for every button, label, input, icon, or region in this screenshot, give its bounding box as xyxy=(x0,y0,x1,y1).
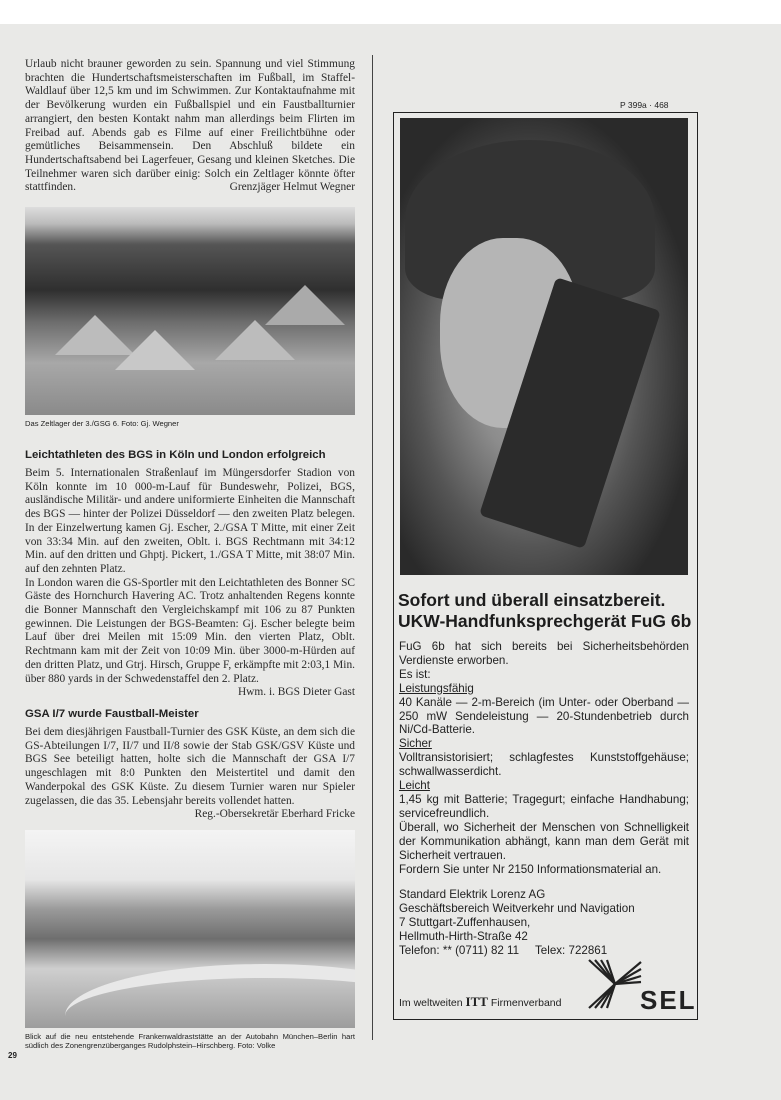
address-line: Telefon: ** (0711) 82 11 Telex: 722861 xyxy=(399,944,608,958)
article1-body xyxy=(25,467,355,700)
ad-code: P 399a · 468 xyxy=(620,100,669,110)
ad-footer xyxy=(399,994,561,1010)
article2-body xyxy=(25,726,355,822)
article2-paragraph: Bei dem diesjährigen Faustball-Turnier des GSK Küste, an dem sich die GS-Abteilungen I/7, II/7 und II/8 sowie der Stab GSK/GSV Küste und BGS See beteiligt hatten, holte sich die Mannschaft der GSA I/7 ungeschlagen mit 8:0 Punkten den Meistertitel und damit den Wanderpokal des GSK Küste. Zu diesem Turnier waren nur Spieler zugelassen, die das 35. Lebensjahr bereits vollendet hatten. xyxy=(25,726,355,807)
ad-headline xyxy=(398,590,698,632)
feature-text: Volltransistorisiert; schlagfestes Kunststoffgehäuse; schwallwasserdicht. xyxy=(399,751,689,779)
tent-camp-photo xyxy=(25,207,355,415)
feature-title: Leicht xyxy=(399,779,430,793)
ad-headline-1: Sofort und überall einsatzbereit. xyxy=(398,590,666,610)
ad-body xyxy=(399,640,689,958)
intro-paragraph xyxy=(25,58,355,195)
sel-starburst-logo-icon xyxy=(585,958,645,1010)
footer-prefix: Im weltweiten xyxy=(399,997,463,1009)
article1-paragraph1: Beim 5. Internationalen Straßenlauf im Müngersdorfer Stadion von Köln konnte im 10 000-m-Lauf für Bundeswehr, Polizei, BGS, ausländische Militär- und andere uniformierte Einheiten die Mannschaft des BGS — hinter der Polizei Düsseldorf — den zweiten Platz belegen. In der Einzelwertung kamen Gj. Escher, 2./GSA T Mitte, mit einer Zeit von 33:34 Min. auf den zweiten, Oblt. i. BGS Rechtmann mit 34:12 Min. auf den dritten und Ghptj. Pickert, 1./GSA T Mitte, mit 38:07 Min. auf den zehnten Platz. xyxy=(25,467,355,575)
photo1-caption: Das Zeltlager der 3./GSG 6. Foto: Gj. Wegner xyxy=(25,419,179,428)
feature-title: Sicher xyxy=(399,737,432,751)
ad-closing: Überall, wo Sicherheit der Menschen von Schnelligkeit der Kommunikation abhängt, kann man dem Gerät mit Sicherheit vertrauen. xyxy=(399,820,689,862)
column-divider xyxy=(372,55,373,1040)
article2-author: Reg.-Obersekretär Eberhard Fricke xyxy=(194,808,355,821)
intro-author: Grenzjäger Helmut Wegner xyxy=(229,181,355,194)
officer-with-radio-photo xyxy=(400,118,688,575)
address-line: 7 Stuttgart-Zuffenhausen, xyxy=(399,916,531,930)
autobahn-photo xyxy=(25,830,355,1028)
feature-title: Leistungsfähig xyxy=(399,681,474,695)
ad-request: Fordern Sie unter Nr 2150 Informationsmaterial an. xyxy=(399,862,662,876)
photo2-caption: Blick auf die neu entstehende Frankenwaldraststätte an der Autobahn München–Berlin hart südlich des Zonengrenzüberganges Rudolphstein–Hirschberg. Foto: Volke xyxy=(25,1032,355,1050)
ad-intro: FuG 6b hat sich bereits bei Sicherheitsbehörden Verdienste erworben. xyxy=(399,640,689,667)
article1-heading: Leichtathleten des BGS in Köln und London erfolgreich xyxy=(25,449,326,461)
ad-headline-2: UKW-Handfunksprechgerät FuG 6b xyxy=(398,611,692,631)
sel-logo-text: SEL xyxy=(640,985,697,1015)
address-line: Hellmuth-Hirth-Straße 42 xyxy=(399,930,528,944)
itt-logo: ITT xyxy=(465,994,488,1009)
feature-text: 1,45 kg mit Batterie; Tragegurt; einfache Handhabung; servicefreundlich. xyxy=(399,792,689,820)
address-line: Standard Elektrik Lorenz AG xyxy=(399,888,546,902)
intro-text: Urlaub nicht brauner geworden zu sein. Spannung und viel Stimmung brachten die Hundertschaftsmeisterschaften im Fußball, im Staffel-Waldlauf über 12,5 km und im Schwimmen. Zur Kontaktaufnahme mit der Bevölkerung wurden ein Fußballspiel und ein Faustballturnier arrangiert, den besten Kontakt nahm man allerdings beim Flirten im Freibad auf. Abends gab es Filme auf einer Freilichtbühne oder gemütliches Beisammensein. Den Abschluß bildete ein Hundertschaftsabend bei Lagerfeuer, Gesang und kleinen Sketches. Die Teilnehmer waren sich darüber einig: Solch ein Zeltlager könnte öfter stattfinden. xyxy=(25,58,355,194)
footer-suffix: Firmenverband xyxy=(490,997,562,1009)
page-number: 29 xyxy=(8,1051,17,1060)
article2-heading: GSA I/7 wurde Faustball-Meister xyxy=(25,708,199,720)
address-line: Geschäftsbereich Weitverkehr und Navigation xyxy=(399,902,635,916)
article1-author: Hwm. i. BGS Dieter Gast xyxy=(237,686,355,699)
feature-text: 40 Kanäle — 2-m-Bereich (im Unter- oder Oberband — 250 mW Sendeleistung — 20-Stundenbetrieb durch Ni/Cd-Batterie. xyxy=(399,695,689,737)
ad-es-ist: Es ist: xyxy=(399,667,431,681)
article1-paragraph2: In London waren die GS-Sportler mit den Leichtathleten des Bonner SC Gäste des Hornchurch Havering AC. Trotz anhaltenden Regens konnte die Bonner Mannschaft den Vergleichskampf mit 106 zu 87 Punkten gewinnen. Die Leistungen der BGS-Beamten: Gj. Escher belegte beim Lauf über drei Meilen mit 15:09 Min. den vierten Platz, Oblt. Rechtmann kam mit der Zeit von 10:09 Min. über 3000-m-Hürden auf den dritten Platz, und Gtrj. Hirsch, Gruppe F, erkämpfte mit 2:03,1 Min. über 880 yards in der Schwedenstaffel den 2. Platz. xyxy=(25,576,355,685)
